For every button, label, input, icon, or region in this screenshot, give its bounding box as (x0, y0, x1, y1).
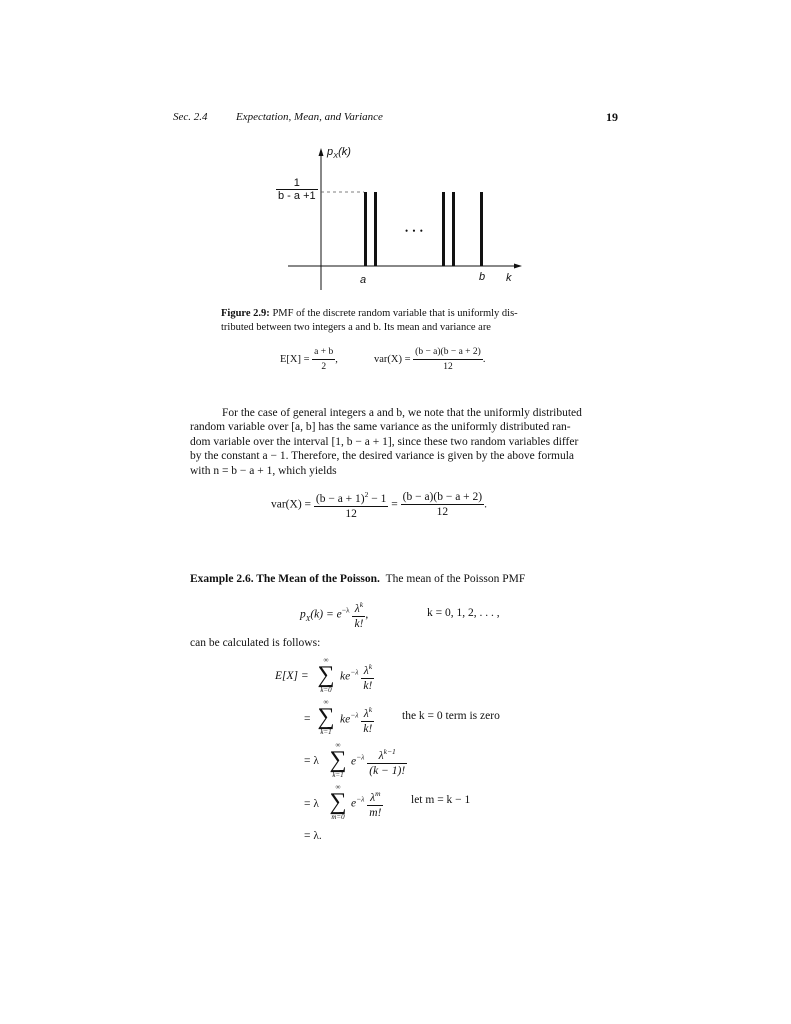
pmf-bar (374, 192, 377, 266)
pmf-bar (364, 192, 367, 266)
derivation-note: let m = k − 1 (411, 794, 471, 806)
mean-formula: E[X] = $\frac{a + b}{2}$ , (280, 347, 338, 372)
paragraph (190, 406, 622, 478)
caption-label: Figure 2.9: (221, 308, 270, 319)
variance-equation: var(X) = $\frac{(b - a + 1)^2 - 1}{12}$ = $\frac{(b - a)(b - a + 2)}{12}$ . (271, 490, 487, 521)
ellipsis-dots: • • • (405, 226, 424, 236)
x-label-a: a (360, 274, 367, 286)
poisson-range: k = 0, 1, 2, . . . , (427, 607, 500, 619)
y-axis-label: $p_X(k)$ (327, 146, 351, 161)
pmf-bar (480, 192, 483, 266)
derivation-equals: = (304, 713, 311, 725)
derivation-term: $e^{-\lambda}$ $\frac{\lambda^m}{m!}$ (351, 789, 382, 820)
derivation-equals: = λ (304, 798, 319, 810)
example-label: Example 2.6. The Mean of the Poisson. (190, 573, 380, 585)
paragraph-line: For the case of general integers a and b, we note that the uniformly distributed (222, 407, 582, 419)
pmf-plot (260, 140, 540, 300)
pmf-figure (260, 140, 540, 300)
derivation-term: $e^{-\lambda}$ $\frac{\lambda^{k-1}}{(k - 1)!}$ (351, 747, 406, 778)
x-label-k: k (506, 272, 512, 284)
poisson-pmf: $p_X(k) = e^{-\lambda}$ $\frac{\lambda^k}{k!}$ , (300, 600, 369, 631)
bar-height-denominator: b - a +1 (278, 190, 316, 202)
pmf-bar (442, 192, 445, 266)
paragraph-line: dom variable over the interval [1, b − a + 1], since these two random variables differ (190, 435, 579, 448)
page-number: 19 (606, 110, 618, 124)
bar-height-numerator: 1 (276, 177, 318, 190)
calc-text: can be calculated is follows: (190, 637, 321, 649)
summation: ∞ ∑ k=1 (329, 741, 347, 779)
figure-caption (221, 307, 601, 335)
paragraph-line: by the constant a − 1. Therefore, the desired variance is given by the above formula (190, 450, 575, 463)
paragraph-line: random variable over [a, b] has the same variance as the uniformly distributed ran- (190, 421, 571, 434)
pmf-bar (452, 192, 455, 266)
header-title: Expectation, Mean, and Variance (236, 111, 383, 123)
header-section: Sec. 2.4 (173, 111, 208, 123)
variance-formula: var(X) = $\frac{(b - a)(b - a + 2)}{12}$ . (374, 347, 486, 372)
derivation-note: the k = 0 term is zero (402, 710, 500, 722)
bar-height-label (276, 177, 318, 202)
derivation-lhs: E[X] = (275, 670, 309, 682)
derivation-term: $ke^{-\lambda}$ $\frac{\lambda^k}{k!}$ (340, 705, 373, 736)
caption-line-1: PMF of the discrete random variable that is uniformly dis- (272, 308, 518, 319)
derivation-term: $ke^{-\lambda}$ $\frac{\lambda^k}{k!}$ (340, 662, 373, 693)
caption-line-2: tributed between two integers a and b. Its mean and variance are (221, 322, 491, 333)
x-label-b: b (479, 271, 486, 283)
y-axis-arrow (319, 148, 324, 156)
example-intro: The mean of the Poisson PMF (385, 573, 526, 585)
x-axis-arrow (514, 264, 522, 269)
summation: ∞ ∑ m=0 (329, 783, 347, 821)
derivation-result: = λ. (304, 830, 322, 842)
paragraph-line: with n = b − a + 1, which yields (190, 464, 337, 477)
summation: ∞ ∑ k=0 (317, 656, 335, 694)
example-heading (190, 572, 525, 586)
summation: ∞ ∑ k=1 (317, 698, 335, 736)
derivation-equals: = λ (304, 755, 319, 767)
